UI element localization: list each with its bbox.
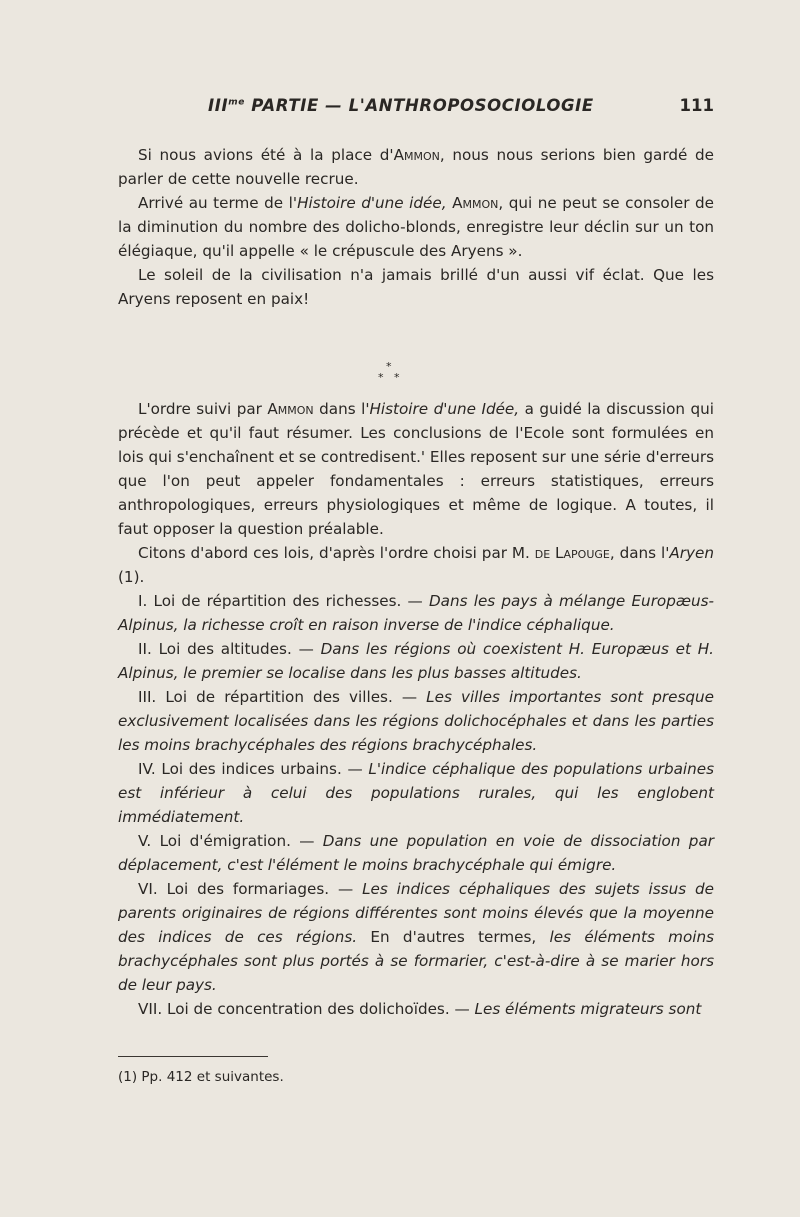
- asterisk: *: [386, 360, 392, 373]
- running-title: $III^{me}$ PARTIE — L'ANTHROPOSOCIOLOGIE: [208, 96, 594, 115]
- book-title: Histoire d'une Idée,: [369, 400, 520, 418]
- law-item: IV. Loi des indices urbains. — L'indice céphalique des populations urbaines est inférieur à celui des populations rurales, qui les englobent immédiatement.: [118, 760, 714, 826]
- paragraph: Arrivé au terme de l'Histoire d'une idée, Ammon, qui ne peut se consoler de la diminution du nombre des dolicho-blonds, enregistre leur déclin sur un ton élégiaque, qu'il appelle « le crépuscule des Aryens ».: [118, 194, 714, 260]
- law-item: I. Loi de répartition des richesses. — Dans les pays à mélange Europæus-Alpinus, la richesse croît en raison inverse de l'indice céphalique.: [118, 592, 714, 634]
- author-name: Ammon: [267, 400, 314, 418]
- footnote: (1) Pp. 412 et suivantes.: [118, 1069, 284, 1085]
- law-item: III. Loi de répartition des villes. — Les villes importantes sont presque exclusivement localisées dans les régions dolichocéphales et dans les parties les moins brachycéphales des régions brachycéphales.: [118, 688, 714, 754]
- page-body: [118, 143, 714, 1021]
- ordinal-superscript: me: [228, 97, 245, 108]
- law-item: V. Loi d'émigration. — Dans une population en voie de dissociation par déplacement, c'est l'élément le moins brachycéphale qui émigre.: [118, 832, 715, 874]
- book-title: Aryen: [669, 544, 714, 562]
- law-item: VII. Loi de concentration des dolichoïdes. — Les éléments migrateurs sont: [138, 1000, 702, 1018]
- footnote-rule: [118, 1056, 268, 1057]
- paragraph: Citons d'abord ces lois, d'après l'ordre choisi par M. de Lapouge, dans l'Aryen (1).: [118, 544, 714, 586]
- asterisk: *: [378, 371, 384, 384]
- paragraph: Si nous avions été à la place d'Ammon, nous nous serions bien gardé de parler de cette nouvelle recrue.: [118, 146, 714, 188]
- author-name: Ammon: [393, 146, 440, 164]
- asterisk: *: [394, 371, 400, 384]
- paragraph: L'ordre suivi par Ammon dans l'Histoire d'une Idée, a guidé la discussion qui précède et qu'il faut résumer. Les conclusions de l'Ecole sont formulées en lois qui s'enchaînent et se contredisent.' Elles reposent sur une série d'erreurs que l'on peut appeler fondamentales : erreurs statistiques, erreurs anthropologiques, erreurs physiologiques et même de logique. A toutes, il faut opposer la question préalable.: [118, 400, 715, 538]
- page-number: 111: [679, 96, 714, 115]
- paragraph: Le soleil de la civilisation n'a jamais brillé d'un aussi vif éclat. Que les Aryens reposent en paix!: [118, 266, 714, 308]
- author-name: Ammon: [452, 194, 499, 212]
- book-title: Histoire d'une idée,: [297, 194, 447, 212]
- author-name: de Lapouge: [534, 544, 610, 562]
- law-item: II. Loi des altitudes. — Dans les régions où coexistent H. Europæus et H. Alpinus, le premier se localise dans les plus basses altitudes.: [118, 640, 714, 682]
- law-item: VI. Loi des formariages. — Les indices céphaliques des sujets issus de parents originaires de régions différentes sont moins élevés que la moyenne des indices de ces régions. En d'autres termes, les éléments moins brachycéphales sont plus portés à se formarier, c'est-à-dire à se marier hors de leur pays.: [118, 880, 715, 994]
- asterism-separator: [378, 360, 432, 390]
